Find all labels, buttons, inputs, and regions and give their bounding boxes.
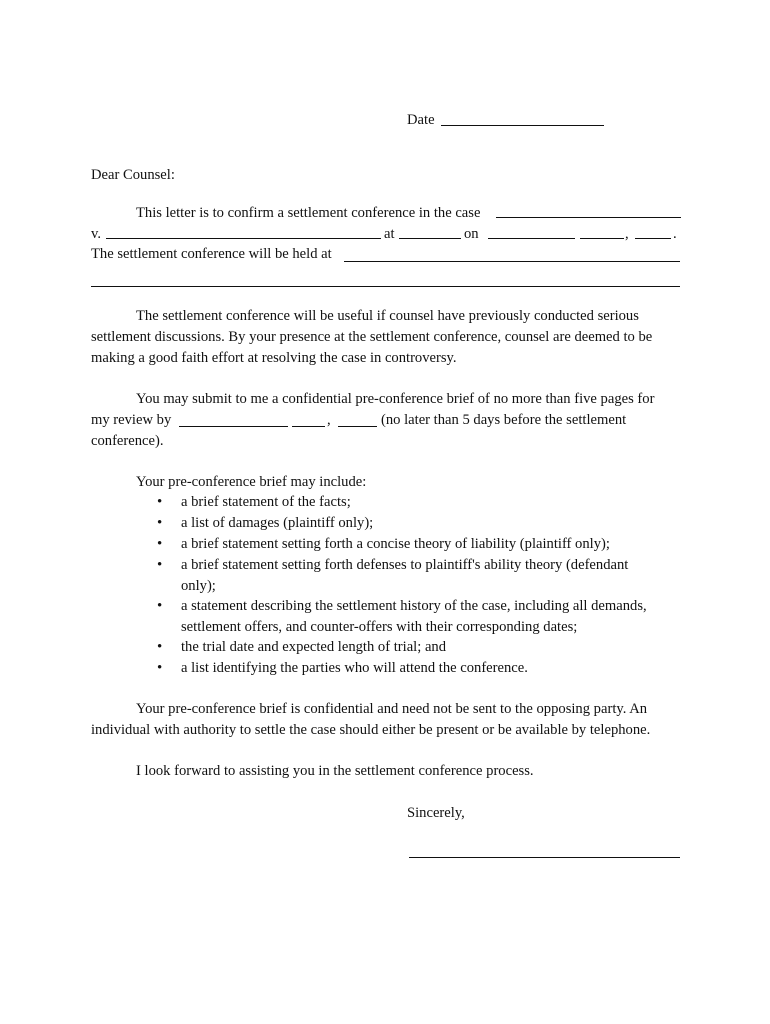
bullet-text-1: a brief statement of the facts; <box>181 494 351 510</box>
bullet-text-4: a brief statement setting forth defenses to plaintiff's ability theory (defendant <box>181 557 629 573</box>
conference-year-field[interactable] <box>635 238 671 239</box>
case-defendant-field[interactable] <box>106 238 381 239</box>
review-year-field[interactable] <box>338 426 377 427</box>
bullet-4: • <box>157 557 163 573</box>
p3-line-3: conference). <box>91 433 164 449</box>
p1-versus: v. <box>91 226 101 242</box>
brief-intro: Your pre-conference brief may include: <box>136 474 367 490</box>
p5-line-2: individual with authority to settle the case should either be present or be available by telephone. <box>91 722 651 738</box>
bullet-7: • <box>157 660 163 676</box>
p1-intro: This letter is to confirm a settlement conference in the case <box>136 205 481 221</box>
p1-comma: , <box>625 226 629 242</box>
p3-review-by: my review by <box>91 412 172 428</box>
review-day-field[interactable] <box>292 426 325 427</box>
p2-line-1: The settlement conference will be useful if counsel have previously conducted serious <box>136 308 639 324</box>
p6-line: I look forward to assisting you in the settlement conference process. <box>136 763 534 779</box>
salutation: Dear Counsel: <box>91 167 175 183</box>
p5-line-1: Your pre-conference brief is confidential and need not be sent to the opposing party. An <box>136 701 648 717</box>
date-field[interactable] <box>441 125 604 126</box>
bullet-6: • <box>157 639 163 655</box>
bullet-text-4-cont: only); <box>181 578 216 594</box>
closing: Sincerely, <box>407 805 465 821</box>
p1-at: at <box>384 226 395 242</box>
p3-comma: , <box>327 412 331 428</box>
bullet-text-5: a statement describing the settlement history of the case, including all demands, <box>181 598 647 614</box>
p2-line-2: settlement discussions. By your presence at the settlement conference, counsel are deemed to be <box>91 329 653 345</box>
p1-on: on <box>464 226 479 242</box>
review-month-field[interactable] <box>179 426 288 427</box>
bullet-text-7: a list identifying the parties who will attend the conference. <box>181 660 528 676</box>
p1-held-at: The settlement conference will be held at <box>91 246 332 262</box>
conference-location-field-2[interactable] <box>91 286 680 287</box>
p3-line-1: You may submit to me a confidential pre-conference brief of no more than five pages for <box>136 391 655 407</box>
bullet-text-2: a list of damages (plaintiff only); <box>181 515 374 531</box>
bullet-text-3: a brief statement setting forth a concise theory of liability (plaintiff only); <box>181 536 610 552</box>
bullet-5: • <box>157 598 163 614</box>
conference-time-field[interactable] <box>399 238 461 239</box>
p1-period: . <box>673 226 677 242</box>
signature-field[interactable] <box>409 857 680 858</box>
bullet-text-6: the trial date and expected length of trial; and <box>181 639 447 655</box>
bullet-text-5-cont: settlement offers, and counter-offers with their corresponding dates; <box>181 619 578 635</box>
bullet-2: • <box>157 515 163 531</box>
conference-day-field[interactable] <box>580 238 624 239</box>
conference-month-field[interactable] <box>488 238 575 239</box>
p3-deadline-note: (no later than 5 days before the settlement <box>381 412 627 428</box>
p2-line-3: making a good faith effort at resolving the case in controversy. <box>91 350 457 366</box>
bullet-3: • <box>157 536 163 552</box>
bullet-1: • <box>157 494 163 510</box>
case-plaintiff-field[interactable] <box>496 217 681 218</box>
date-label: Date <box>407 112 435 128</box>
conference-location-field[interactable] <box>344 261 680 262</box>
